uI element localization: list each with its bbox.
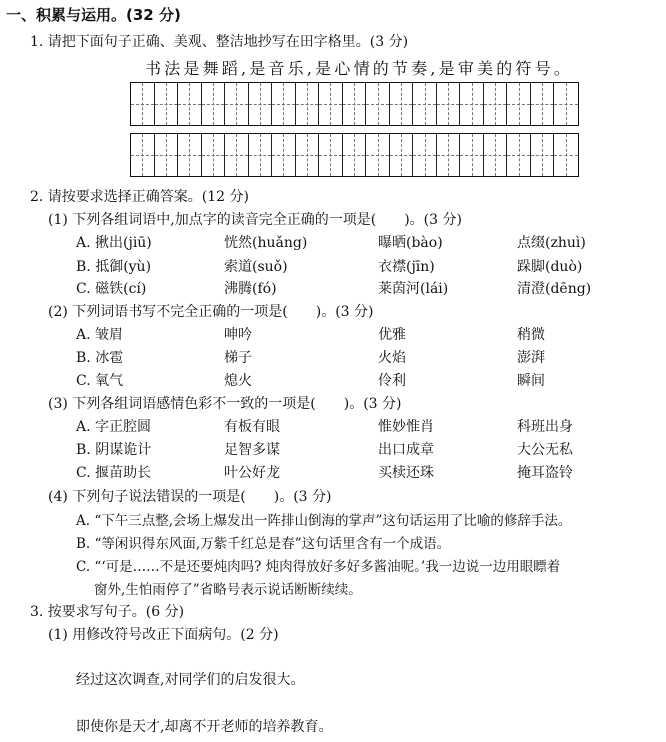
q2-sub1-b3: 衣襟(jīn): [378, 259, 435, 275]
q2-sub3-a1: A. 字正腔圆: [76, 419, 152, 435]
q2-sub1-a2: 恍然(huǎng): [224, 235, 308, 251]
question-1-title: 1. 请把下面句子正确、美观、整洁地抄写在田字格里。(3 分): [30, 34, 409, 50]
q2-sub1-b4: 跺脚(duò): [517, 259, 583, 275]
q2-sub3-c3: 买椟还珠: [378, 465, 434, 481]
q2-sub2-c1: C. 氧气: [76, 373, 124, 389]
q3-sentence-2: 即使你是天才,却离不开老师的培养教育。: [76, 719, 333, 735]
q2-sub2-b1: B. 冰雹: [76, 350, 124, 366]
q2-sub3-a3: 惟妙惟肖: [378, 419, 434, 435]
q2-sub3-b1: B. 阴谋诡计: [76, 442, 152, 458]
q2-sub1-c2: 沸腾(fó): [224, 281, 277, 297]
question-2-title: 2. 请按要求选择正确答案。(12 分): [30, 189, 249, 205]
q3-sentence-1: 经过这次调查,对同学们的启发很大。: [76, 672, 305, 688]
q2-sub2-b4: 澎湃: [517, 350, 545, 366]
q2-sub1-a4: 点缀(zhuì): [517, 235, 586, 251]
q2-sub3-stem: (3) 下列各组词语感情色彩不一致的一项是( )。(3 分): [48, 396, 402, 412]
tianzige-grid-row-2[interactable]: [130, 133, 579, 177]
q2-sub2-a2: 呻吟: [224, 327, 252, 343]
q2-sub1-a3: 曝晒(bào): [378, 235, 443, 251]
q2-sub4-option-b: B. “等闲识得东风面,万紫千红总是春”这句话里含有一个成语。: [76, 536, 451, 552]
q2-sub1-b1: B. 抵御(yù): [76, 259, 152, 275]
q2-sub2-a3: 优雅: [378, 327, 406, 343]
q2-sub3-a4: 科班出身: [517, 419, 573, 435]
q2-sub4-option-c-line1: C. “‘可是……不是还要炖肉吗? 炖肉得放好多好多酱油呢。’我一边说一边用眼瞟着: [76, 559, 561, 575]
tianzige-grid-row-1[interactable]: [130, 82, 579, 126]
q2-sub1-c3: 莱茵河(lái): [378, 281, 449, 297]
q2-sub1-a1: A. 揪出(jiū): [76, 235, 152, 251]
q2-sub4-option-a: A. “下午三点整,会场上爆发出一阵排山倒海的掌声”这句话运用了比喻的修辞手法。: [76, 513, 572, 529]
q2-sub3-b3: 出口成章: [378, 442, 434, 458]
q2-sub2-b3: 火焰: [378, 350, 406, 366]
q2-sub1-stem: (1) 下列各组词语中,加点字的读音完全正确的一项是( )。(3 分): [48, 212, 462, 228]
q2-sub1-c1: C. 磁铁(cí): [76, 281, 147, 297]
q2-sub2-c2: 熄火: [224, 373, 252, 389]
q2-sub3-a2: 有板有眼: [224, 419, 280, 435]
q2-sub3-c2: 叶公好龙: [224, 465, 280, 481]
question-3-title: 3. 按要求写句子。(6 分): [30, 604, 185, 620]
copy-sentence: 书法是舞蹈,是音乐,是心情的节奏,是审美的符号。: [145, 59, 574, 78]
q3-sub1-stem: (1) 用修改符号改正下面病句。(2 分): [48, 627, 279, 643]
q2-sub2-b2: 梯子: [224, 350, 252, 366]
q2-sub3-c4: 掩耳盗铃: [517, 465, 573, 481]
q2-sub3-b2: 足智多谋: [224, 442, 280, 458]
q2-sub2-a4: 稍微: [517, 327, 545, 343]
q2-sub3-b4: 大公无私: [517, 442, 573, 458]
q2-sub2-a1: A. 皱眉: [76, 327, 124, 343]
q2-sub1-b2: 索道(suǒ): [224, 259, 288, 275]
q2-sub2-c3: 伶利: [378, 373, 406, 389]
q2-sub4-stem: (4) 下列句子说法错误的一项是( )。(3 分): [48, 489, 332, 505]
section-title: 一、积累与运用。(32 分): [6, 6, 181, 24]
q2-sub3-c1: C. 揠苗助长: [76, 465, 152, 481]
q2-sub1-c4: 清澄(dēng): [517, 281, 592, 297]
q2-sub4-option-c-line2: 窗外,生怕雨停了”省略号表示说话断断续续。: [94, 582, 362, 598]
q2-sub2-c4: 瞬间: [517, 373, 545, 389]
q2-sub2-stem: (2) 下列词语书写不完全正确的一项是( )。(3 分): [48, 304, 374, 320]
